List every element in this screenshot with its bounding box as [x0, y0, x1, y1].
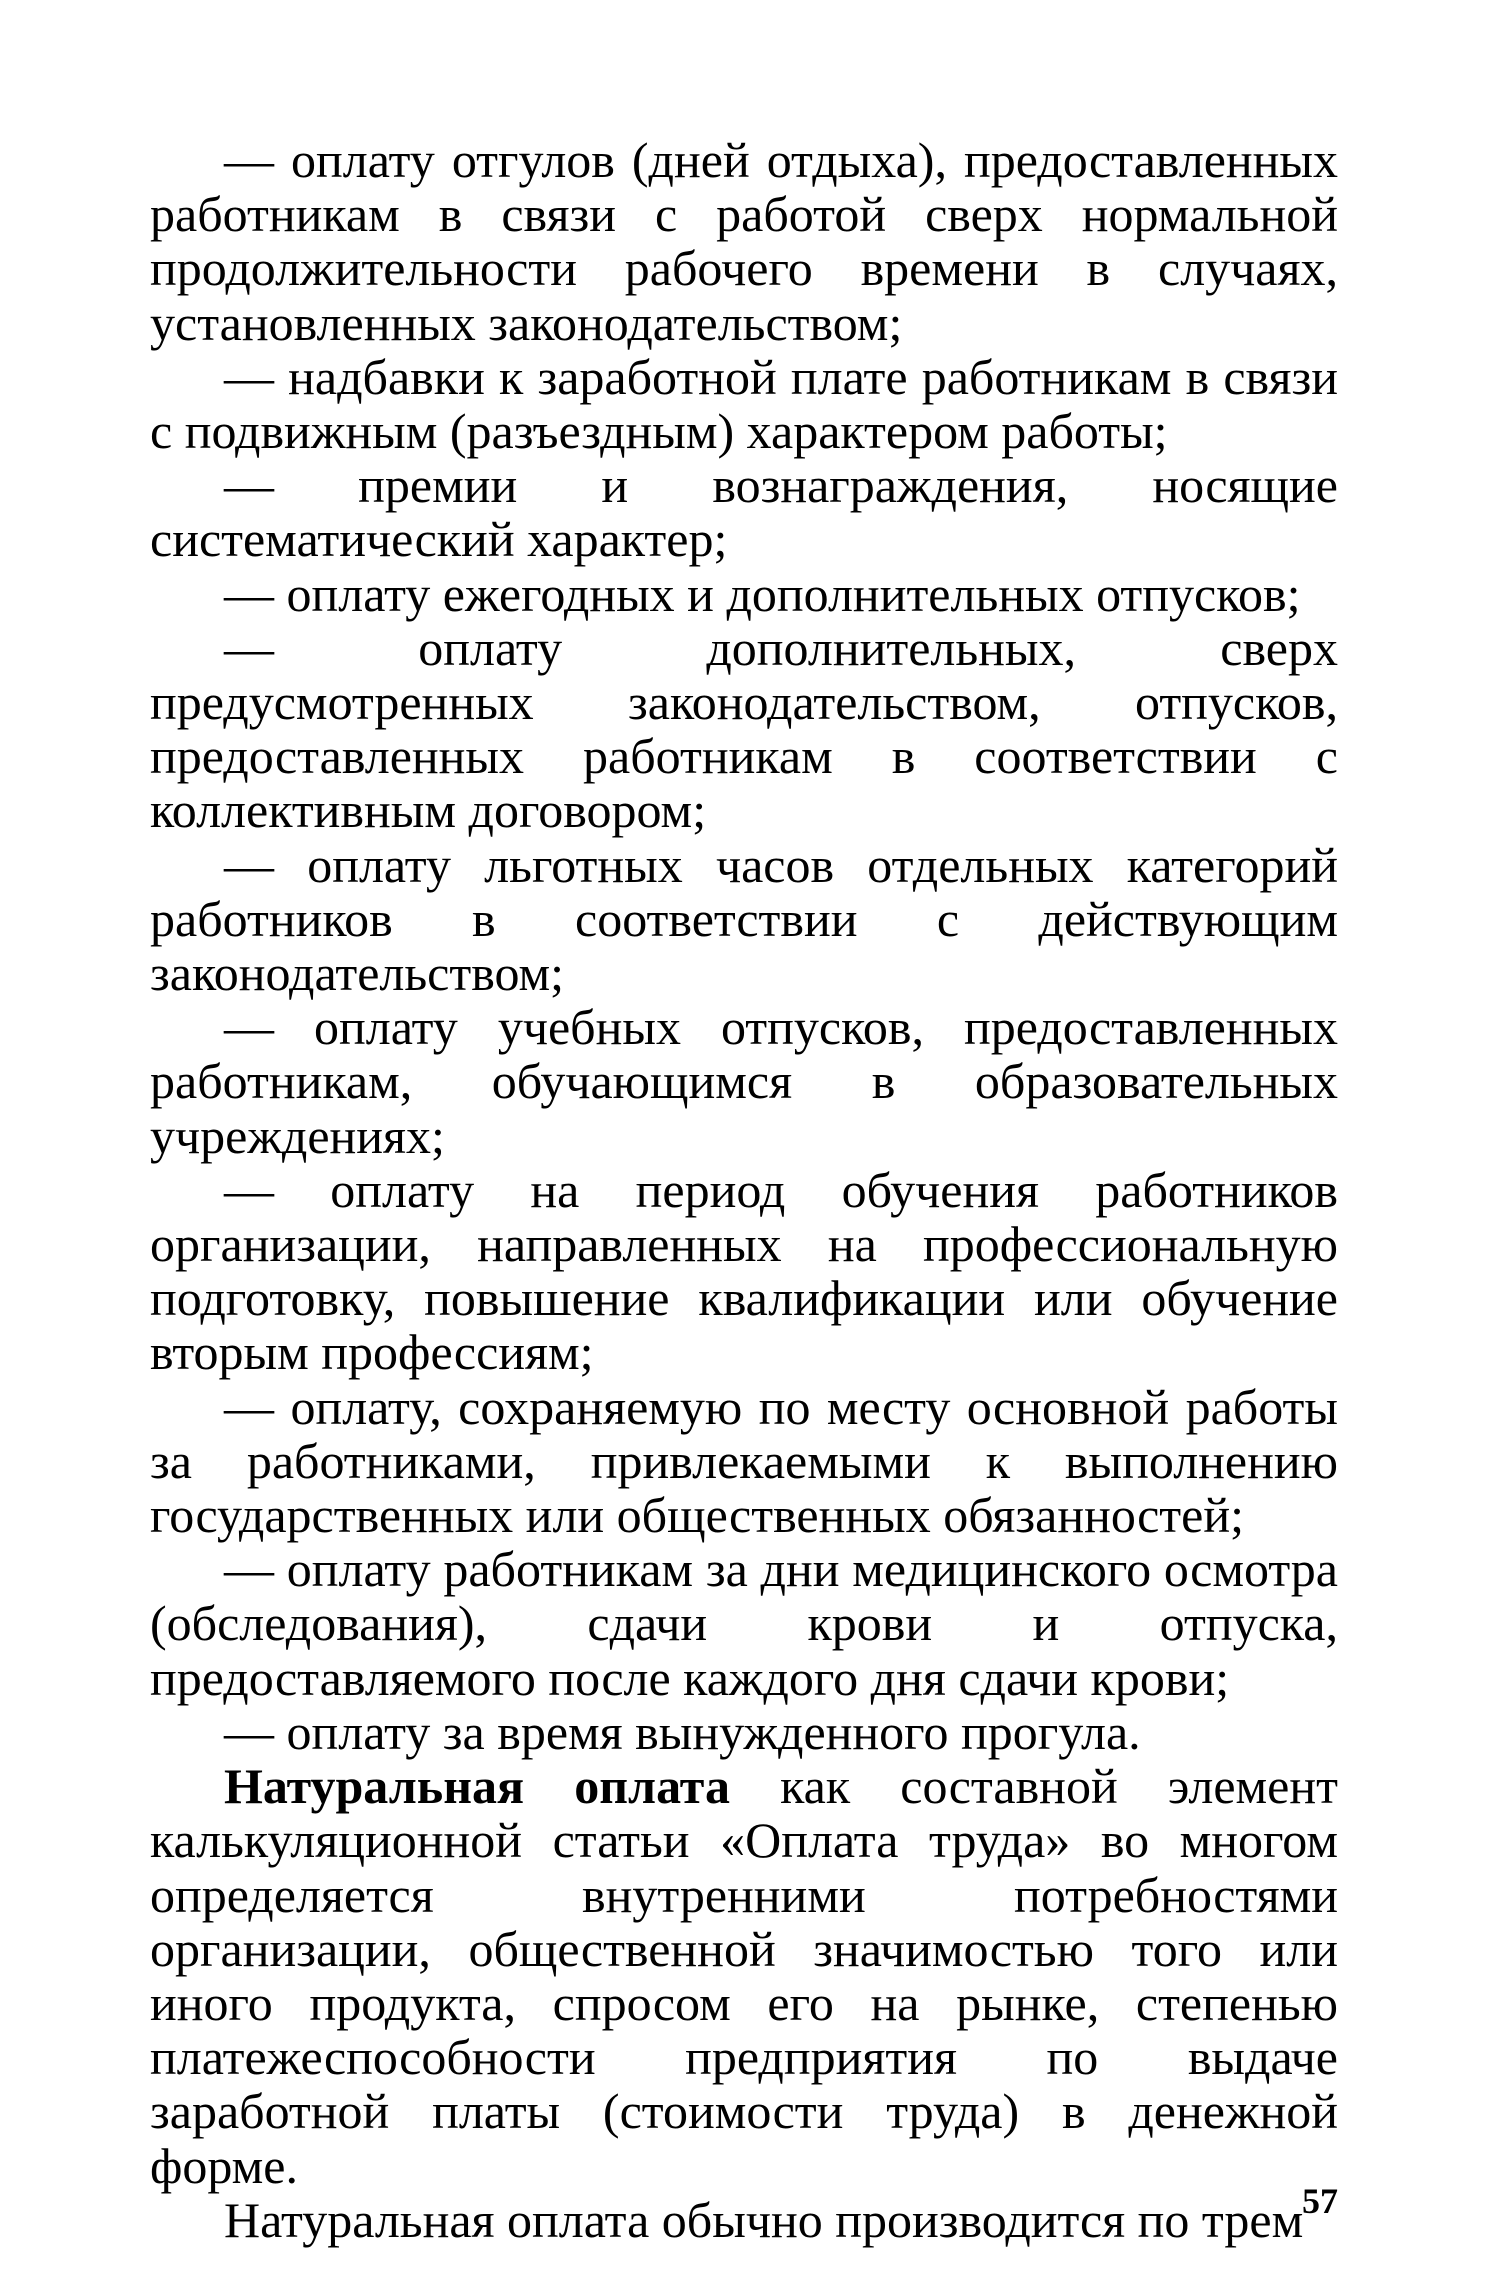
list-item: — оплату ежегодных и дополнительных отпусков;	[224, 565, 1301, 622]
page-number: 57	[1302, 2181, 1338, 2221]
book-page	[150, 132, 1338, 2248]
list-item: — оплату, сохраняемую по месту основной работы за работниками, привлекаемыми к выполнению государственных или общественных обязанностей;	[150, 1378, 1338, 1544]
list-item: — оплату дополнительных, сверх предусмотренных законодательством, отпусков, предоставленных работникам в соответствии с коллективным договором;	[150, 619, 1338, 839]
list-item: — оплату за время вынужденного прогула.	[224, 1703, 1141, 1760]
list-item: — оплату работникам за дни медицинского осмотра (обследования), сдачи крови и отпуска, предоставляемого после каждого дня сдачи крови;	[150, 1541, 1338, 1706]
paragraph-natural-pay	[150, 1759, 1338, 2193]
list-item: — надбавки к заработной плате работникам в связи с подвижным (разъездным) характером работы;	[150, 348, 1338, 460]
list-item: — оплату льготных часов отдельных категорий работников в соответствии с действующим законодательством;	[150, 836, 1338, 1002]
list-item: — оплату отгулов (дней отдыха), предоставленных работникам в связи с работой сверх нормальной продолжительности рабочего времени в случаях, установленных законодательством;	[150, 132, 1338, 351]
defined-term: Натуральная оплата	[224, 1758, 730, 1815]
paragraph-text: как составной элемент калькуляционной статьи «Оплата труда» во многом определяется внутренними потребностями организации, общественной значимостью того или иного продукта, спросом его на рынке, степенью платежеспособности предприятия по выдаче заработной платы (стоимости труда) в денежной форме.	[150, 1758, 1338, 2194]
list-item: — оплату учебных отпусков, предоставленных работникам, обучающимся в образовательных учреждениях;	[150, 999, 1338, 1164]
list-item: — премии и вознаграждения, носящие систематический характер;	[150, 457, 1338, 568]
body-text	[150, 133, 1338, 2247]
paragraph: Натуральная оплата обычно производится по трем	[224, 2191, 1304, 2248]
list-item: — оплату на период обучения работников организации, направленных на профессиональную подготовку, повышение квалификации или обучение вторым профессиям;	[150, 1161, 1338, 1381]
